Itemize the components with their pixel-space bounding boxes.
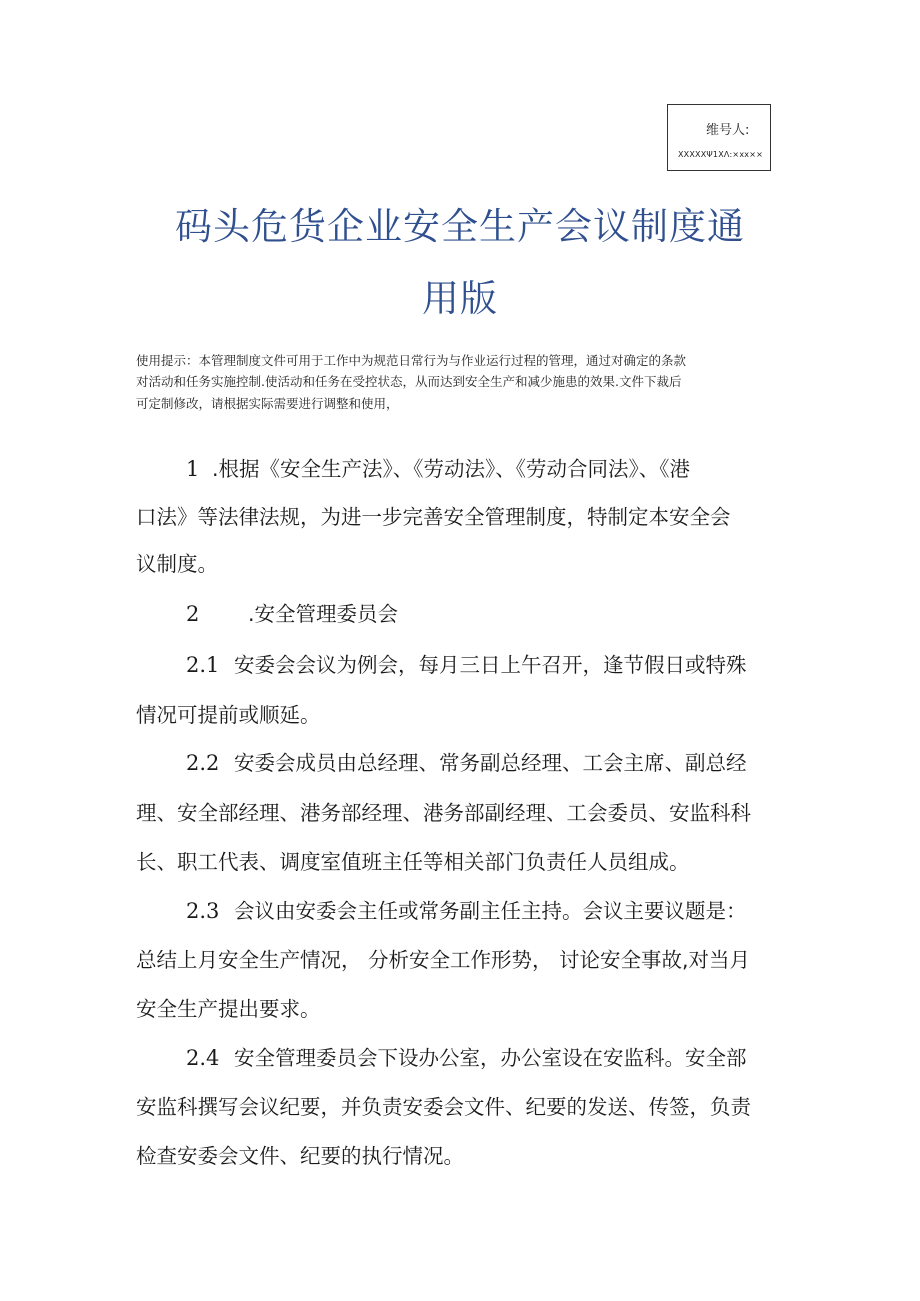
section-2-text: .安全管理委员会 xyxy=(248,602,399,626)
section-2-3-line-3: 安全生产提出要求。 xyxy=(136,997,321,1021)
section-2-4-text: 安全管理委员会下设办公室，办公室设在安监科。安全部 xyxy=(234,1046,747,1070)
section-2-3-line-2: 总结上月安全生产情况， 分析安全工作形势， 讨论安全事故,对当月 xyxy=(136,948,751,972)
section-2-4-number: 2.4 xyxy=(186,1046,220,1070)
section-2-1-line-2: 情况可提前或顺延。 xyxy=(136,703,321,727)
section-2-1-line-1 xyxy=(186,648,747,678)
section-2-3-number: 2.3 xyxy=(186,899,220,923)
section-1-line-3: 议制度。 xyxy=(136,552,218,576)
section-2-2-line-3: 长、职工代表、调度室值班主任等相关部门负责任人员组成。 xyxy=(136,850,690,874)
usage-hint-line-2: 对活动和任务实施控制.使活动和任务在受控状态，从而达到安全生产和减少施患的效果.文件下裁后 xyxy=(136,374,682,389)
section-2-2-line-1 xyxy=(186,746,747,776)
maintainer-label: 维号人: xyxy=(706,123,750,138)
section-2-3-line-1 xyxy=(186,894,747,924)
section-2-4-line-2: 安监科撰写会议纪要，并负责安委会文件、纪要的发送、传签，负责 xyxy=(136,1095,751,1119)
section-1-text: .根据《安全生产法》、《劳动法》、《劳动合同法》、《港 xyxy=(212,457,691,481)
section-1-line-1 xyxy=(186,452,690,482)
usage-hint-line-3: 可定制修改，请根据实际需要进行调整和使用， xyxy=(136,396,399,411)
section-2-2-text: 安委会成员由总经理、常务副总经理、工会主席、副总经 xyxy=(234,751,747,775)
section-2-3-text: 会议由安委会主任或常务副主任主持。会议主要议题是： xyxy=(234,899,747,923)
section-1-number: 1 xyxy=(186,457,200,481)
section-2-2-line-2: 理、安全部经理、港务部经理、港务部副经理、工会委员、安监科科 xyxy=(136,801,751,825)
section-1-line-2: 口法》等法律法规，为进一步完善安全管理制度，特制定本安全会 xyxy=(136,505,731,529)
document-title-line-1: 码头危货企业安全生产会议制度通 xyxy=(175,205,745,248)
maintainer-box xyxy=(667,104,771,171)
section-2-1-number: 2.1 xyxy=(186,653,220,677)
maintainer-code: XXXXXΨ1XΛ:×xx×× xyxy=(678,150,764,159)
section-2-4-line-3: 检查安委会文件、纪要的执行情况。 xyxy=(136,1144,464,1168)
section-2-1-text: 安委会会议为例会，每月三日上午召开，逢节假日或特殊 xyxy=(234,653,747,677)
section-2-heading xyxy=(186,597,398,627)
document-title-line-2: 用版 xyxy=(422,277,498,320)
section-2-2-number: 2.2 xyxy=(186,751,220,775)
section-2-4-line-1 xyxy=(186,1041,747,1071)
section-2-number: 2 xyxy=(186,602,200,626)
usage-hint-line-1: 使用提示：本管理制度文件可用于工作中为规范日常行为与作业运行过程的管理，通过对确定的条款 xyxy=(136,353,687,368)
